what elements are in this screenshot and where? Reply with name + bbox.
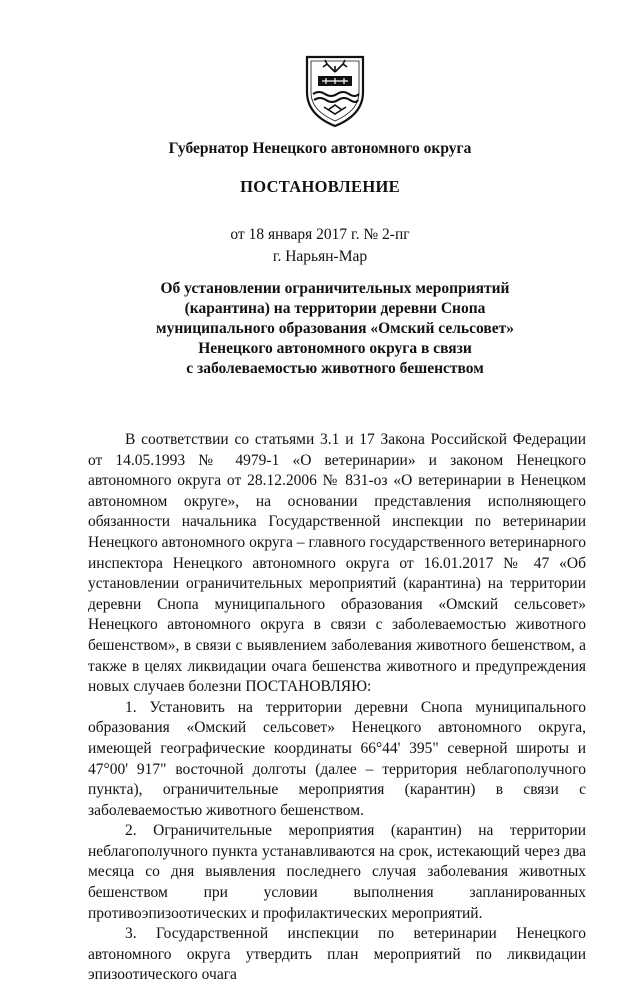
emblem-icon [304,52,366,128]
issuing-authority: Губернатор Ненецкого автономного округа [168,140,472,157]
title-line: с заболеваемостью животного бешенством [186,360,484,377]
title-line: Об установлении ограничительных мероприятий [160,280,510,297]
title-line: Ненецкого автономного округа в связи [198,340,472,357]
title-line: муниципального образования «Омский сельсовет» [156,320,514,337]
document-type: ПОСТАНОВЛЕНИЕ [240,177,400,196]
preamble-paragraph: В соответствии со статьями 3.1 и 17 Закона Российской Федерации от 14.05.1993 № 4979-1 «О ветеринарии» и законом Ненецкого автономного округа от 28.12.2006 № 831-оз «О ветеринарии в Ненецком автономном округе», на основании представления исполняющего обязанности начальника Государственной инспекции по ветеринарии Ненецкого автономного округа – главного государственного ветеринарного инспектора Ненецкого автономного округа от 16.01.2017 № 47 «Об установлении ограничительных мероприятий (карантина) на территории деревни Снопа муниципального образования «Омский сельсовет» Ненецкого автономного округа в связи с заболеваемостью животного бешенством», в связи с выявлением заболевания животного бешенством, а также в целях ликвидации очага бешенства животного и предупреждения новых случаев болезни ПОСТАНОВЛЯЮ: [88,431,586,696]
title-line: (карантина) на территории деревни Снопа [184,300,486,317]
document-title [100,279,570,379]
document-body [88,430,586,986]
coat-of-arms-emblem [304,52,366,128]
clause-1-paragraph: 1. Установить на территории деревни Снопа муниципального образования «Омский сельсовет» Ненецкого автономного округа, имеющей географические координаты 66°44' 395" северной широты и 47°00' 917" восточной долготы (далее – территория неблагополучного пункта), ограничительные мероприятия (карантин) в связи с заболеваемостью животного бешенством. [88,698,586,819]
clause-3-paragraph: 3. Государственной инспекции по ветеринарии Ненецкого автономного округа утвердить план мероприятий по ликвидации эпизоотического очага [88,925,586,984]
document-date-number: от 18 января 2017 г. № 2-пг [230,226,410,243]
document-place: г. Нарьян-Мар [272,248,368,265]
clause-2-paragraph: 2. Ограничительные мероприятия (карантин) на территории неблагополучного пункта устанавливаются на срок, истекающий через два месяца со дня выявления последнего случая заболевания животных бешенством при условии выполнения запланированных противоэпизоотических и профилактических мероприятий. [88,822,586,922]
